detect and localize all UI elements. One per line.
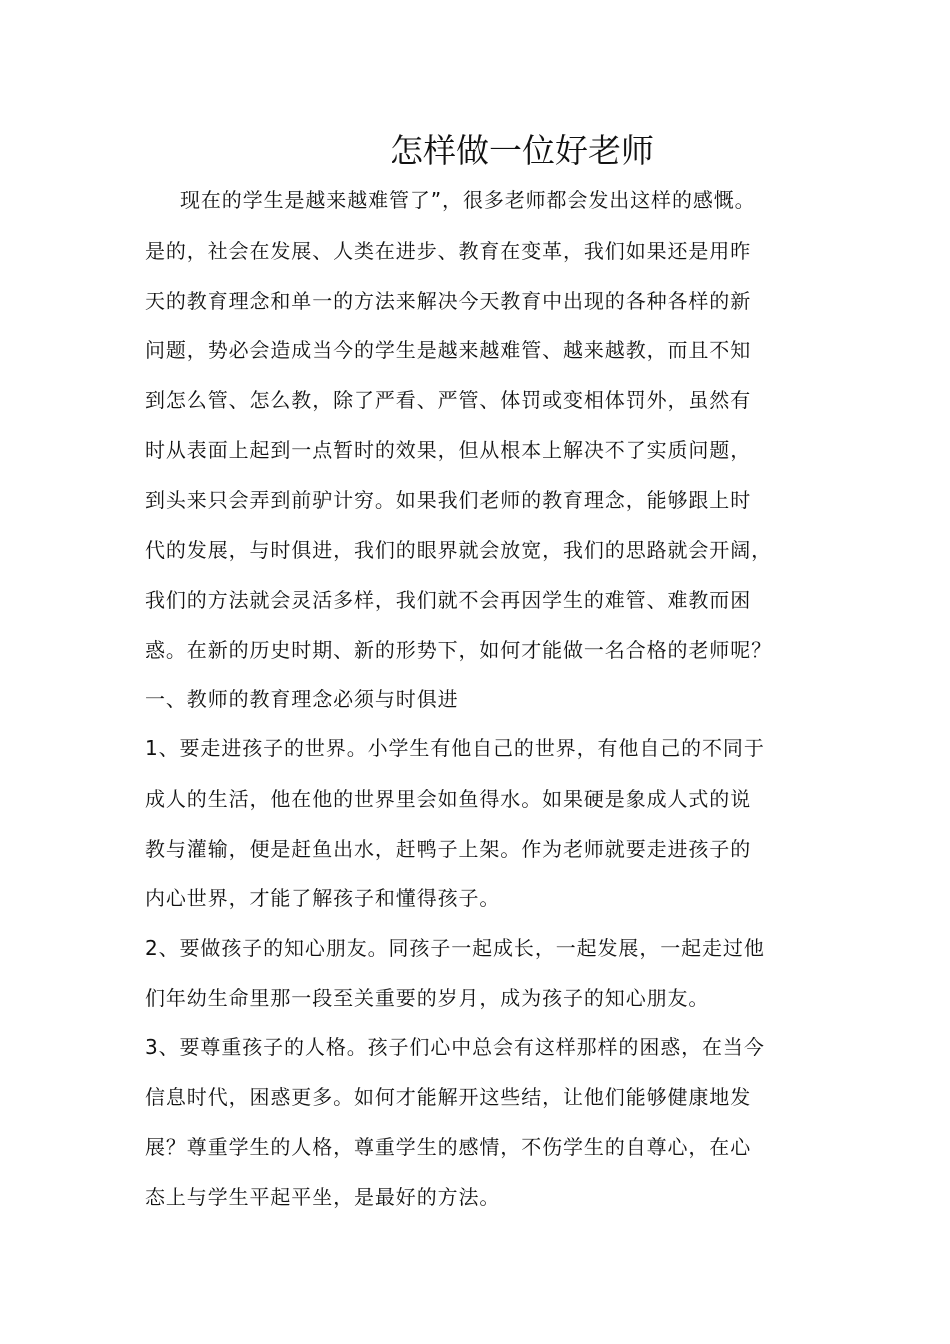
text-line: 1、要走进孩子的世界。小学生有他自己的世界，有他自己的不同于 [145,736,765,760]
text-line: 时从表面上起到一点暂时的效果，但从根本上解决不了实质问题， [145,438,752,462]
text-line: 问题，势必会造成当今的学生是越来越难管、越来越教，而且不知 [145,338,752,362]
text-line: 是的，社会在发展、人类在进步、教育在变革，我们如果还是用昨 [145,239,752,263]
text-line: 成人的生活，他在他的世界里会如鱼得水。如果硬是象成人式的说 [145,787,752,811]
text-line: 代的发展，与时俱进，我们的眼界就会放宽，我们的思路就会开阔， [145,538,772,562]
text-line: 惑。在新的历史时期、新的形势下，如何才能做一名合格的老师呢？ [145,638,772,662]
text-line: 教与灌输，便是赶鱼出水，赶鸭子上架。作为老师就要走进孩子的 [145,837,752,861]
document-title: 怎样做一位好老师 [390,131,654,170]
text-line: 天的教育理念和单一的方法来解决今天教育中出现的各种各样的新 [145,289,752,313]
text-line: 态上与学生平起平坐，是最好的方法。 [145,1185,501,1209]
text-line: 到怎么管、怎么教，除了严看、严管、体罚或变相体罚外，虽然有 [145,388,752,412]
text-line: 到头来只会弄到前驴计穷。如果我们老师的教育理念，能够跟上时 [145,488,752,512]
text-line: 展？尊重学生的人格，尊重学生的感情，不伤学生的自尊心，在心 [145,1135,752,1159]
text-line: 3、要尊重孩子的人格。孩子们心中总会有这样那样的困惑，在当今 [145,1035,765,1059]
text-line: 信息时代，困惑更多。如何才能解开这些结，让他们能够健康地发 [145,1085,752,1109]
text-line: 们年幼生命里那一段至关重要的岁月，成为孩子的知心朋友。 [145,986,710,1010]
text-line: 内心世界，才能了解孩子和懂得孩子。 [145,886,501,910]
section-heading: 一、教师的教育理念必须与时俱进 [145,687,459,711]
text-line: 现在的学生是越来越难管了”，很多老师都会发出这样的感慨。 [180,188,756,212]
text-line: 2、要做孩子的知心朋友。同孩子一起成长，一起发展，一起走过他 [145,936,765,960]
text-line: 我们的方法就会灵活多样，我们就不会再因学生的难管、难教而困 [145,588,752,612]
